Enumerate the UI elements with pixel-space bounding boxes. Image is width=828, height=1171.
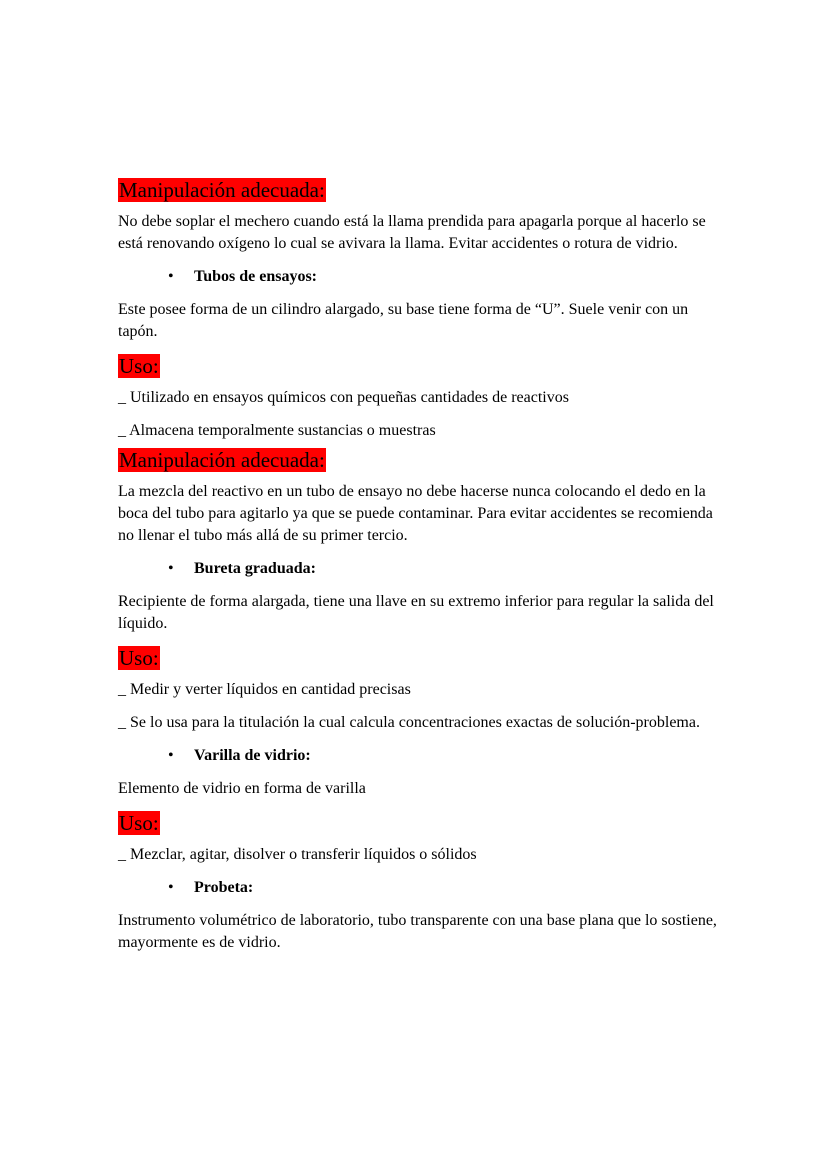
bullet-varilla-de-vidrio (118, 745, 718, 767)
list-line-uso-varilla-1: _ Mezclar, agitar, disolver o transferir líquidos o sólidos (118, 846, 477, 863)
bullet-dot: • (168, 747, 174, 764)
bullet-dot: • (168, 879, 174, 896)
heading-uso-3: Uso: (119, 811, 159, 835)
heading-manipulacion-2: Manipulación adecuada: (119, 448, 325, 472)
heading-manipulacion-1: Manipulación adecuada: (119, 178, 325, 202)
heading-uso-2: Uso: (119, 646, 159, 670)
bullet-label: Tubos de ensayos: (194, 268, 318, 285)
bullet-label: Bureta graduada: (194, 560, 316, 577)
paragraph-tubos-manipulacion: La mezcla del reactivo en un tubo de ensayo no debe hacerse nunca colocando el dedo en la boca del tubo para agitarlo ya que se puede contaminar. Para evitar accidentes se recomienda no llenar el tubo más allá de su primer tercio. (118, 483, 713, 544)
list-line-uso-tubos-2: _ Almacena temporalmente sustancias o muestras (118, 422, 436, 439)
heading-uso-2-wrap (118, 646, 718, 670)
heading-uso-1-wrap (118, 354, 718, 378)
paragraph-bureta-descripcion: Recipiente de forma alargada, tiene una llave en su extremo inferior para regular la salida del líquido. (118, 593, 714, 632)
heading-uso-3-wrap (118, 811, 718, 835)
bullet-probeta (118, 877, 718, 899)
bullet-dot: • (168, 268, 174, 285)
heading-manipulacion-2-wrap (118, 448, 718, 472)
list-line-uso-tubos-1: _ Utilizado en ensayos químicos con pequeñas cantidades de reactivos (118, 389, 569, 406)
bullet-bureta-graduada (118, 558, 718, 580)
paragraph-varilla-descripcion: Elemento de vidrio en forma de varilla (118, 780, 366, 797)
bullet-label: Varilla de vidrio: (194, 747, 311, 764)
paragraph-probeta-descripcion: Instrumento volumétrico de laboratorio, tubo transparente con una base plana que lo sostiene, mayormente es de vidrio. (118, 912, 717, 951)
paragraph-tubos-descripcion: Este posee forma de un cilindro alargado, su base tiene forma de “U”. Suele venir con un tapón. (118, 301, 689, 340)
bullet-label: Probeta: (194, 879, 254, 896)
list-line-uso-bureta-1: _ Medir y verter líquidos en cantidad precisas (118, 681, 411, 698)
heading-uso-1: Uso: (119, 354, 159, 378)
heading-manipulacion-1-wrap (118, 178, 718, 202)
bullet-tubos-de-ensayos (118, 266, 718, 288)
document-page (118, 178, 718, 965)
list-line-uso-bureta-2: _ Se lo usa para la titulación la cual calcula concentraciones exactas de solución-problema. (118, 714, 700, 731)
bullet-dot: • (168, 560, 174, 577)
paragraph-mechero: No debe soplar el mechero cuando está la llama prendida para apagarla porque al hacerlo se está renovando oxígeno lo cual se avivara la llama. Evitar accidentes o rotura de vidrio. (118, 213, 706, 252)
